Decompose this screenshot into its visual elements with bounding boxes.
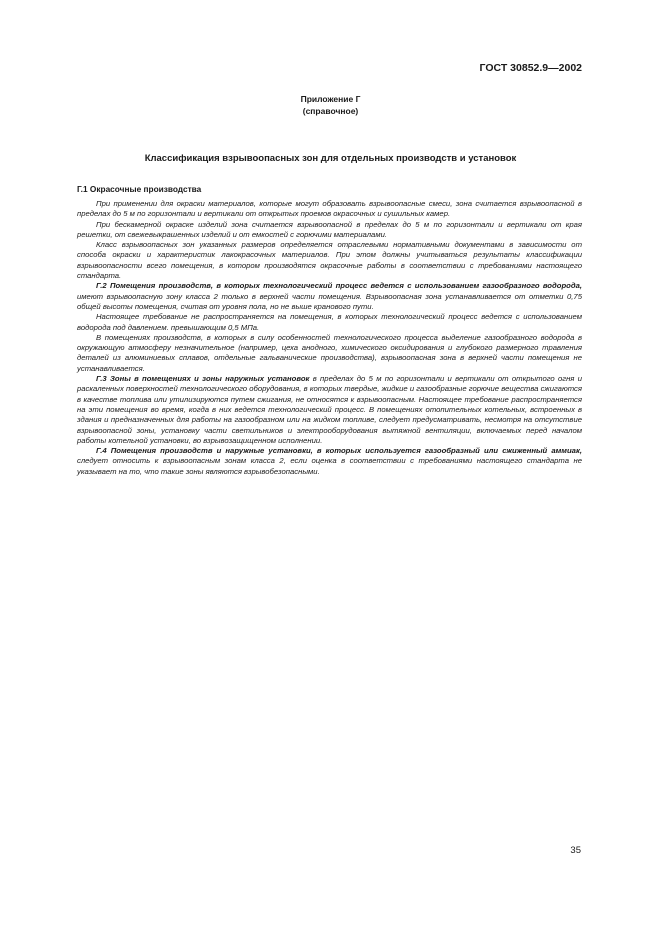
paragraph <box>77 374 582 446</box>
clause-text: в пределах до 5 м по горизонтали и вертикали от открытого огня и раскаленных поверхностей технологического оборудования, в которых твердые, жидкие и газообразные горючие вещества сжигаются в качестве топлива или утилизируются путем сжигания, не относятся к взрывоопасным. Настоящее требование распространяется на эти помещения во время, когда в них ведется технологический процесс. В помещениях отопительных котельных, встроенных в здания и предназначенных для работы на газообразном или на жидком топливе, следует предусматривать, несмотря на отсутствие взрывоопасной зоны, установку части светильников и электрооборудования вытяжной вентиляции, включаемых перед началом работы котельной установки, во взрывозащищенном исполнении. <box>77 374 582 445</box>
paragraph <box>77 446 582 477</box>
appendix-note: (справочное) <box>302 106 359 116</box>
clause-text: следует относить к взрывоопасным зонам класса 2, если оценка в соответствии с требованиями настоящего стандарта не указывает на то, что такие зоны являются взрывобезопасными. <box>77 456 582 476</box>
clause-heading: Г.4 Помещения производств и наружные установки, в которых используется газообразный или сжиженный аммиак, <box>96 446 582 456</box>
clause-heading: Г.2 Помещения производств, в которых технологический процесс ведется с использованием газообразного водорода, <box>96 281 582 291</box>
paragraph: Класс взрывоопасных зон указанных размеров определяется отраслевыми нормативными документами в зависимости от способа окраски и характеристик лакокрасочных материалов. При этом должны учитываться результаты классификации взрывоопасности всего помещения, в котором производятся окрасочные работы в соответствии с требованиями настоящего стандарта. <box>77 240 582 281</box>
section-heading: Г.1 Окрасочные производства <box>77 184 202 194</box>
paragraph: В помещениях производств, в которых в силу особенностей технологического процесса выделение газообразного водорода в окружающую атмосферу незначительное (например, цеха анодного, химического оксидирования и глубокого размерного травления деталей из алюминиевых сплавов, отдельные гальванические производства), взрывоопасная зона в верхней части помещения не устанавливается. <box>77 332 582 373</box>
standard-number: ГОСТ 30852.9—2002 <box>479 62 582 74</box>
paragraph: При бескамерной окраске изделий зона считается взрывоопасной в пределах до 5 м по горизонтали и вертикали от края решетки, от свежевыкрашенных изделий и от емкостей с горючими материалами. <box>77 219 582 239</box>
document-title: Классификация взрывоопасных зон для отдельных производств и установок <box>144 153 517 164</box>
document-body <box>77 184 582 477</box>
page-number: 35 <box>570 845 581 856</box>
paragraph: При применении для окраски материалов, которые могут образовать взрывоопасные смеси, зона считается взрывоопасной в пределах до 5 м по горизонтали и вертикали от открытых проемов окрасочных и сушильных камер. <box>77 199 582 219</box>
appendix-heading <box>0 93 661 117</box>
paragraph: Настоящее требование не распространяется на помещения, в которых технологический процесс ведется с использованием водорода под давлением. превышающим 0,5 МПа. <box>77 312 582 332</box>
appendix-title: Приложение Г <box>300 94 361 104</box>
clause-text: имеют взрывоопасную зону класса 2 только в верхней части помещения. Взрывоопасная зона устанавливается от отметки 0,75 общей высоты помещения, считая от уровня пола, но не выше кранового пути. <box>77 291 582 311</box>
paragraph <box>77 281 582 312</box>
clause-heading: Г.3 Зоны в помещениях и зоны наружных установок <box>96 374 310 384</box>
